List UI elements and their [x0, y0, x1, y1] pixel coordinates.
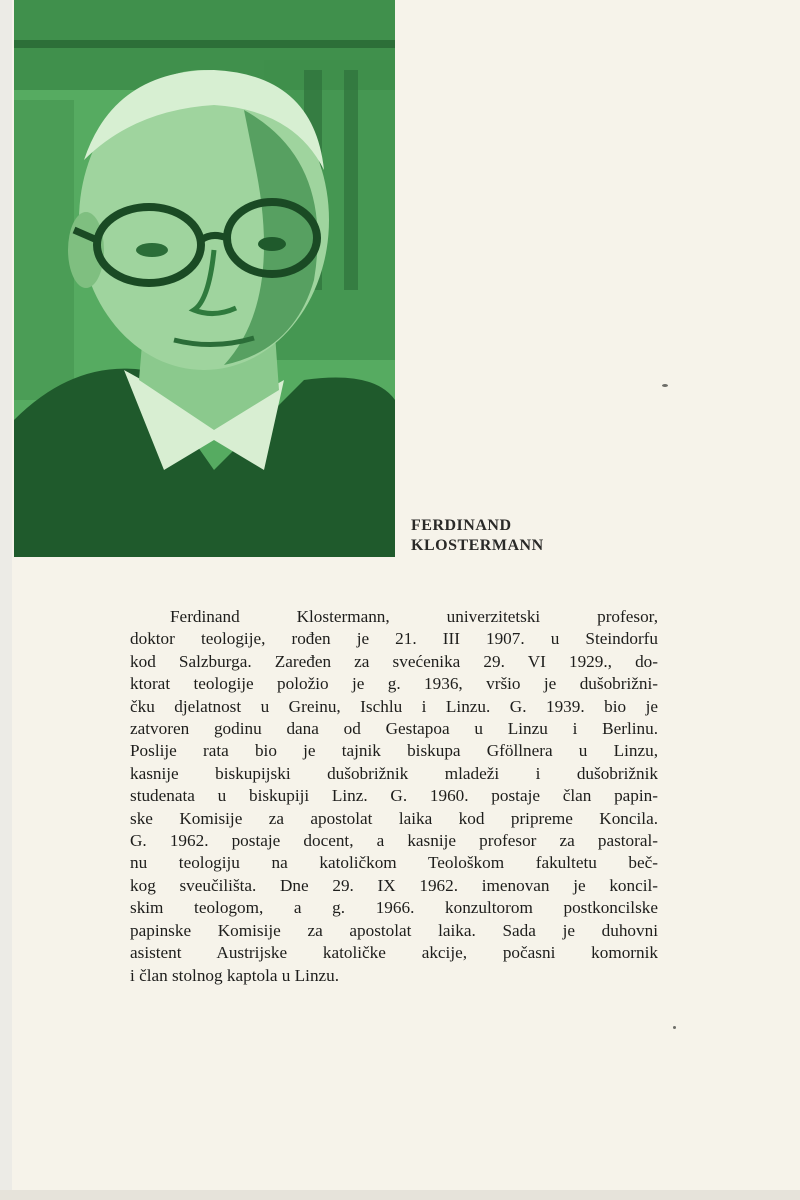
author-portrait-photo	[14, 0, 395, 557]
author-first-name: FERDINAND	[411, 517, 512, 534]
page-bottom-edge	[0, 1190, 800, 1200]
bio-line: Ferdinand Klostermann, univerzitetski profesor,	[170, 607, 658, 626]
author-name	[411, 516, 544, 556]
bio-line: kog sveučilišta. Dne 29. IX 1962. imenovan je koncil-	[130, 875, 658, 895]
bio-line: ktorat teologije položio je g. 1936, vršio je dušobrižni-	[130, 674, 658, 694]
bio-line: asistent Austrijske katoličke akcije, počasni komornik	[130, 943, 658, 963]
bio-line: Poslije rata bio je tajnik biskupa Gföllnera u Linzu,	[130, 741, 658, 761]
bio-line: i član stolnog kaptola u Linzu.	[130, 965, 340, 985]
page-edge	[0, 0, 12, 1200]
bio-line: kod Salzburga. Zaređen za svećenika 29. VI 1929., do-	[130, 651, 658, 671]
bio-line: ske Komisije za apostolat laika kod pripreme Koncila.	[130, 808, 658, 828]
bio-line: zatvoren godinu dana od Gestapoa u Linzu i Berlinu.	[130, 719, 658, 739]
paper-speck	[662, 384, 668, 387]
bio-line: kasnije biskupijski dušobrižnik mladeži i dušobrižnik	[130, 763, 658, 783]
bio-line: nu teologiju na katoličkom Teološkom fakultetu beč-	[130, 853, 658, 873]
bio-line: studenata u biskupiji Linz. G. 1960. postaje član papin-	[130, 786, 658, 806]
bio-line: skim teologom, a g. 1966. konzultorom postkoncilske	[130, 898, 658, 918]
bio-line: čku djelatnost u Greinu, Ischlu i Linzu. G. 1939. bio je	[130, 696, 658, 716]
author-biography	[130, 606, 658, 987]
author-last-name: KLOSTERMANN	[411, 537, 544, 554]
bio-line: papinske Komisije za apostolat laika. Sada je duhovni	[130, 920, 658, 940]
bio-line: G. 1962. postaje docent, a kasnije profesor za pastoral-	[130, 831, 658, 851]
paper-speck	[673, 1026, 676, 1029]
bio-line: doktor teologije, rođen je 21. III 1907. u Steindorfu	[130, 629, 658, 649]
